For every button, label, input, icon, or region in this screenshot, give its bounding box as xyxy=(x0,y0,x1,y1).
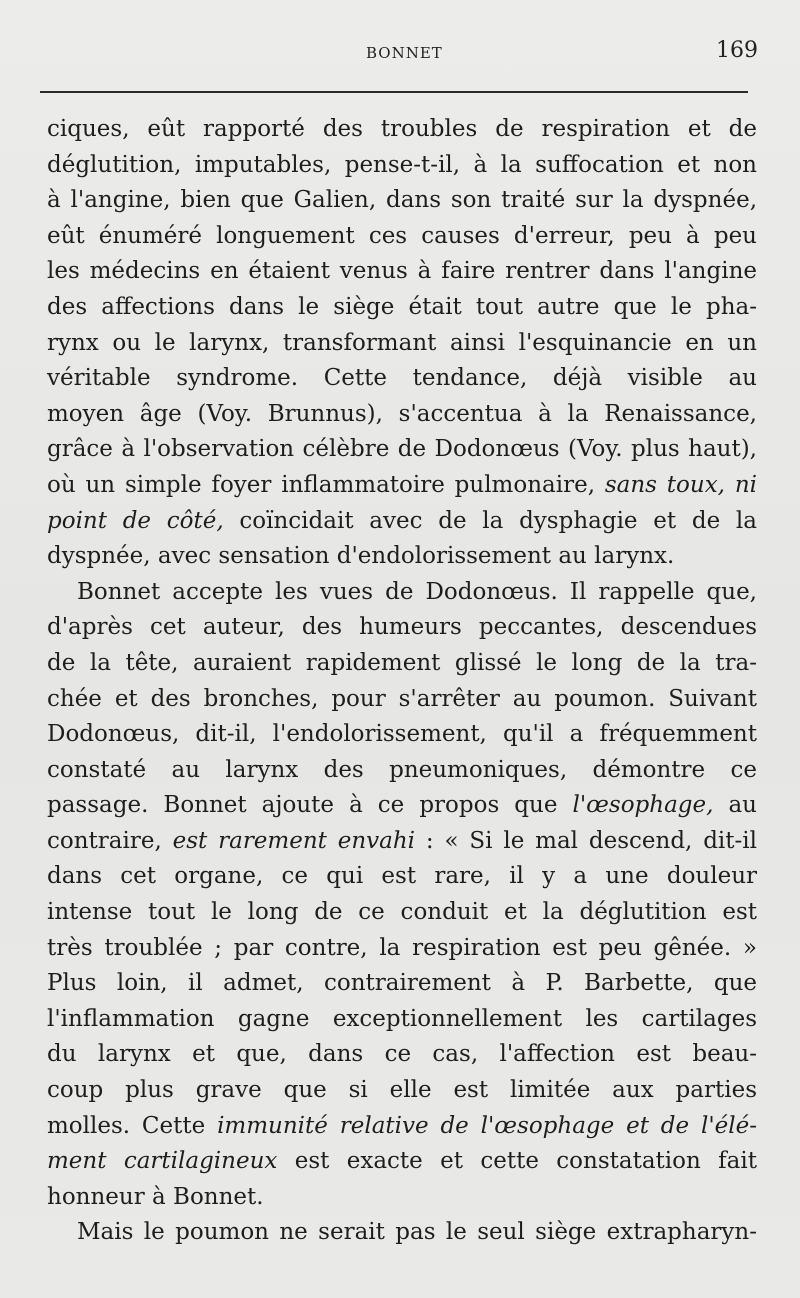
text-segment: contraire, xyxy=(47,827,173,854)
text-line xyxy=(47,717,757,753)
text-line xyxy=(47,646,757,682)
text-segment: des affections dans le siège était tout autre que le pha- xyxy=(47,293,757,320)
text-line xyxy=(47,682,757,718)
italic-text: est rarement envahi xyxy=(172,827,416,854)
header-rule xyxy=(40,91,748,93)
text-line xyxy=(47,575,757,611)
text-segment: : « Si le mal descend, dit-il xyxy=(415,827,757,854)
italic-text: ment cartilagineux xyxy=(47,1148,278,1175)
text-segment: à l'angine, bien que Galien, dans son traité sur la dyspnée, xyxy=(47,187,757,214)
text-line xyxy=(47,1144,757,1180)
text-line xyxy=(47,219,757,255)
italic-text: sans toux, ni xyxy=(604,471,757,498)
italic-text: point de côté, xyxy=(47,507,224,534)
text-segment: les médecins en étaient venus à faire rentrer dans l'angine xyxy=(47,258,757,285)
text-segment: Mais le poumon ne serait pas le seul siège extrapharyn- xyxy=(77,1219,757,1246)
text-segment: véritable syndrome. Cette tendance, déjà visible au xyxy=(47,365,757,392)
text-line xyxy=(47,397,757,433)
text-segment: d'après cet auteur, des humeurs peccantes, descendues xyxy=(47,614,757,641)
text-segment: où un simple foyer inflammatoire pulmonaire, xyxy=(47,471,605,498)
text-segment: dyspnée, avec sensation d'endolorissement au larynx. xyxy=(47,543,675,570)
text-segment: chée et des bronches, pour s'arrêter au poumon. Suivant xyxy=(47,685,757,712)
text-segment: coïncidait avec de la dysphagie et de la xyxy=(223,507,757,534)
text-line xyxy=(47,1037,757,1073)
text-segment: déglutition, imputables, pense-t-il, à la suffocation et non xyxy=(47,151,757,178)
text-segment: constaté au larynx des pneumoniques, démontre ce xyxy=(47,756,757,783)
text-segment: molles. Cette xyxy=(47,1112,218,1139)
page-number: 169 xyxy=(716,38,758,63)
text-line xyxy=(47,788,757,824)
text-segment: Plus loin, il admet, contrairement à P. Barbette, que xyxy=(47,970,757,997)
text-segment: rynx ou le larynx, transformant ainsi l'esquinancie en un xyxy=(47,329,757,356)
text-segment: du larynx et que, dans ce cas, l'affection est beau- xyxy=(47,1041,757,1068)
text-segment: coup plus grave que si elle est limitée aux parties xyxy=(47,1077,757,1104)
text-line xyxy=(47,1002,757,1038)
text-segment: grâce à l'observation célèbre de Dodonœus (Voy. plus haut), xyxy=(47,436,757,463)
text-line xyxy=(47,254,757,290)
text-line xyxy=(47,1073,757,1109)
text-segment: eût énuméré longuement ces causes d'erreur, peu à peu xyxy=(47,222,757,249)
text-line xyxy=(47,361,757,397)
text-line xyxy=(47,610,757,646)
text-segment: passage. Bonnet ajoute à ce propos que xyxy=(47,792,573,819)
text-line xyxy=(47,859,757,895)
text-line xyxy=(47,326,757,362)
text-segment: est exacte et cette constatation fait xyxy=(277,1148,757,1175)
text-segment: intense tout le long de ce conduit et la déglutition est xyxy=(47,899,757,926)
text-segment: moyen âge (Voy. Brunnus), s'accentua à la Renaissance, xyxy=(47,400,757,427)
text-line xyxy=(47,112,757,148)
text-line xyxy=(47,1109,757,1145)
text-segment: ciques, eût rapporté des troubles de respiration et de xyxy=(47,116,757,142)
running-title: BONNET xyxy=(366,44,443,62)
text-line xyxy=(47,824,757,860)
text-line xyxy=(47,753,757,789)
text-line xyxy=(47,504,757,540)
italic-text: immunité relative de l'œsophage et de l'élé- xyxy=(217,1112,757,1139)
text-segment: l'inflammation gagne exceptionnellement les cartilages xyxy=(47,1005,757,1032)
text-line xyxy=(47,290,757,326)
text-line xyxy=(47,1215,757,1251)
text-segment: honneur à Bonnet. xyxy=(47,1183,264,1210)
running-head xyxy=(0,38,800,64)
text-segment: au xyxy=(713,792,757,819)
text-line xyxy=(47,966,757,1002)
text-segment: de la tête, auraient rapidement glissé le long de la tra- xyxy=(47,649,757,676)
text-line xyxy=(47,1180,757,1216)
text-segment: très troublée ; par contre, la respiration est peu gênée. » xyxy=(47,934,757,961)
body-text xyxy=(47,112,757,1251)
text-line xyxy=(47,432,757,468)
text-segment: Dodonœus, dit-il, l'endolorissement, qu'il a fréquemment xyxy=(47,721,757,748)
text-line xyxy=(47,183,757,219)
italic-text: l'œsophage, xyxy=(572,792,714,819)
text-line xyxy=(47,895,757,931)
text-segment: dans cet organe, ce qui est rare, il y a une douleur xyxy=(47,863,757,890)
text-line xyxy=(47,148,757,184)
text-line xyxy=(47,468,757,504)
text-line xyxy=(47,539,757,575)
text-segment: Bonnet accepte les vues de Dodonœus. Il rappelle que, xyxy=(77,578,757,605)
text-line xyxy=(47,931,757,967)
